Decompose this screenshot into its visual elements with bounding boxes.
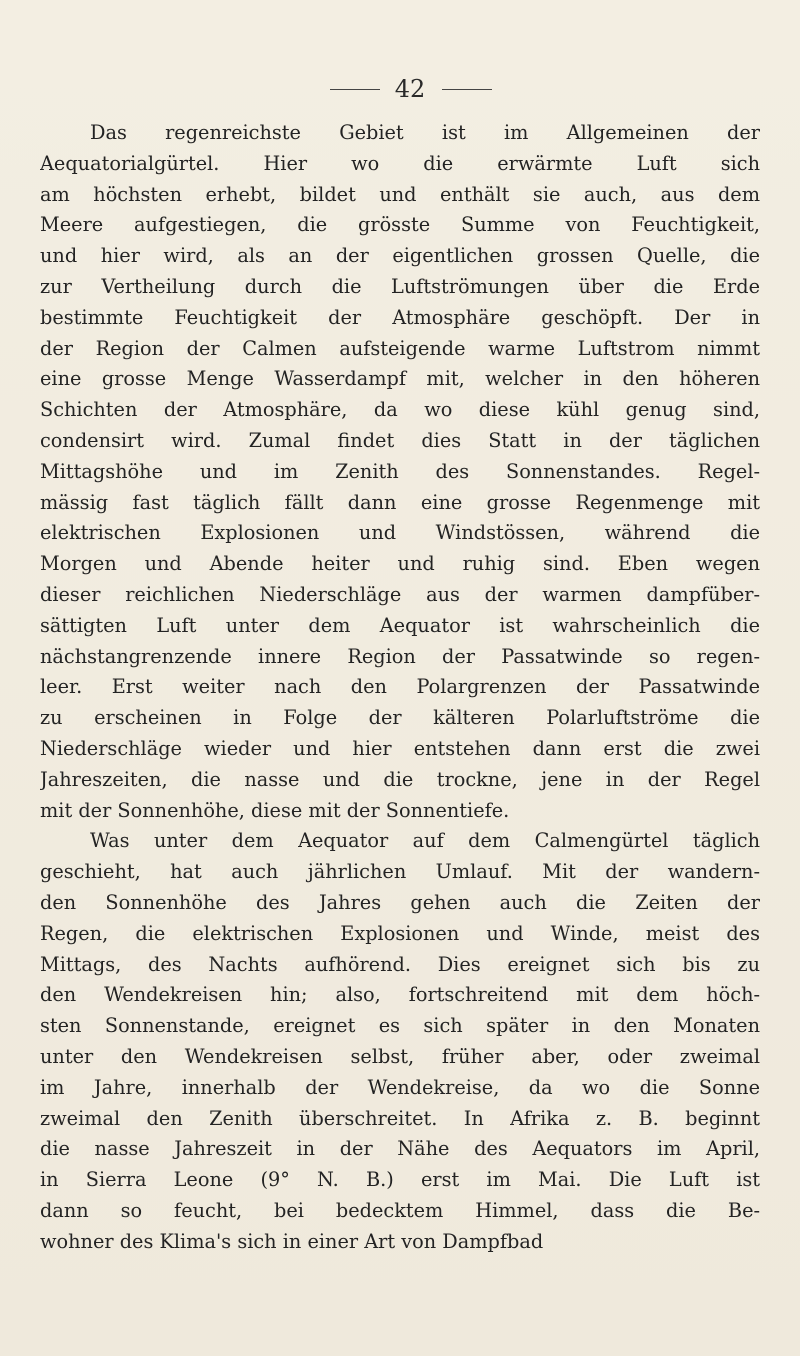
body-text <box>40 118 760 1257</box>
text-line: Meere aufgestiegen, die grösste Summe von Feuchtigkeit, <box>40 213 760 237</box>
text-line: im Jahre, innerhalb der Wendekreise, da wo die Sonne <box>40 1075 760 1099</box>
text-line: mit der Sonnenhöhe, diese mit der Sonnentiefe. <box>40 798 510 822</box>
text-line: sättigten Luft unter dem Aequator ist wahrscheinlich die <box>40 613 760 637</box>
text-line: nächstangrenzende innere Region der Passatwinde so regen- <box>40 644 760 668</box>
text-line: sten Sonnenstande, ereignet es sich später in den Monaten <box>40 1014 760 1038</box>
text-line: zur Vertheilung durch die Luftströmungen über die Erde <box>40 274 760 298</box>
text-line: Aequatorialgürtel. Hier wo die erwärmte Luft sich <box>40 151 760 175</box>
text-line: Mittags, des Nachts aufhörend. Dies ereignet sich bis zu <box>40 952 760 976</box>
header-rule-right <box>442 89 492 90</box>
text-line: Regen, die elektrischen Explosionen und Winde, meist des <box>40 921 760 945</box>
text-line: unter den Wendekreisen selbst, früher aber, oder zweimal <box>40 1044 760 1068</box>
text-line: leer. Erst weiter nach den Polargrenzen der Passatwinde <box>40 675 760 699</box>
page-number: 42 <box>394 75 426 103</box>
text-line: mässig fast täglich fällt dann eine grosse Regenmenge mit <box>40 490 760 514</box>
text-line: in Sierra Leone (9° N. B.) erst im Mai. Die Luft ist <box>40 1168 760 1192</box>
text-line: den Sonnenhöhe des Jahres gehen auch die Zeiten der <box>40 890 760 914</box>
text-line: und hier wird, als an der eigentlichen grossen Quelle, die <box>40 244 760 268</box>
text-line: dieser reichlichen Niederschläge aus der warmen dampfüber- <box>40 582 760 606</box>
text-line: eine grosse Menge Wasserdampf mit, welcher in den höheren <box>40 367 760 391</box>
text-line: Jahreszeiten, die nasse und die trockne, jene in der Regel <box>40 767 760 791</box>
text-line: elektrischen Explosionen und Windstössen, während die <box>40 521 760 545</box>
text-line: Niederschläge wieder und hier entstehen dann erst die zwei <box>40 736 760 760</box>
text-line: dann so feucht, bei bedecktem Himmel, dass die Be- <box>40 1198 760 1222</box>
text-line: zweimal den Zenith überschreitet. In Afrika z. B. beginnt <box>40 1106 760 1130</box>
page-header <box>0 72 800 106</box>
header-rule-left <box>330 89 380 90</box>
paragraph <box>40 826 760 1257</box>
text-line: die nasse Jahreszeit in der Nähe des Aequators im April, <box>40 1137 760 1161</box>
text-line: am höchsten erhebt, bildet und enthält sie auch, aus dem <box>40 182 760 206</box>
text-line: den Wendekreisen hin; also, fortschreitend mit dem höch- <box>40 983 760 1007</box>
text-line: der Region der Calmen aufsteigende warme Luftstrom nimmt <box>40 336 760 360</box>
text-line: Schichten der Atmosphäre, da wo diese kühl genug sind, <box>40 398 760 422</box>
text-line: Das regenreichste Gebiet ist im Allgemeinen der <box>90 121 760 144</box>
text-line: geschieht, hat auch jährlichen Umlauf. Mit der wandern- <box>40 860 760 884</box>
text-line: Was unter dem Aequator auf dem Calmengürtel täglich <box>90 829 760 853</box>
paragraph <box>40 118 760 826</box>
text-line: Morgen und Abende heiter und ruhig sind. Eben wegen <box>40 552 760 576</box>
text-line: wohner des Klima's sich in einer Art von Dampfbad <box>40 1229 544 1253</box>
text-line: Mittagshöhe und im Zenith des Sonnenstandes. Regel- <box>40 459 760 483</box>
text-line: condensirt wird. Zumal findet dies Statt in der täglichen <box>40 428 760 452</box>
text-line: zu erscheinen in Folge der kälteren Polarluftströme die <box>40 706 760 730</box>
text-line: bestimmte Feuchtigkeit der Atmosphäre geschöpft. Der in <box>40 305 760 329</box>
